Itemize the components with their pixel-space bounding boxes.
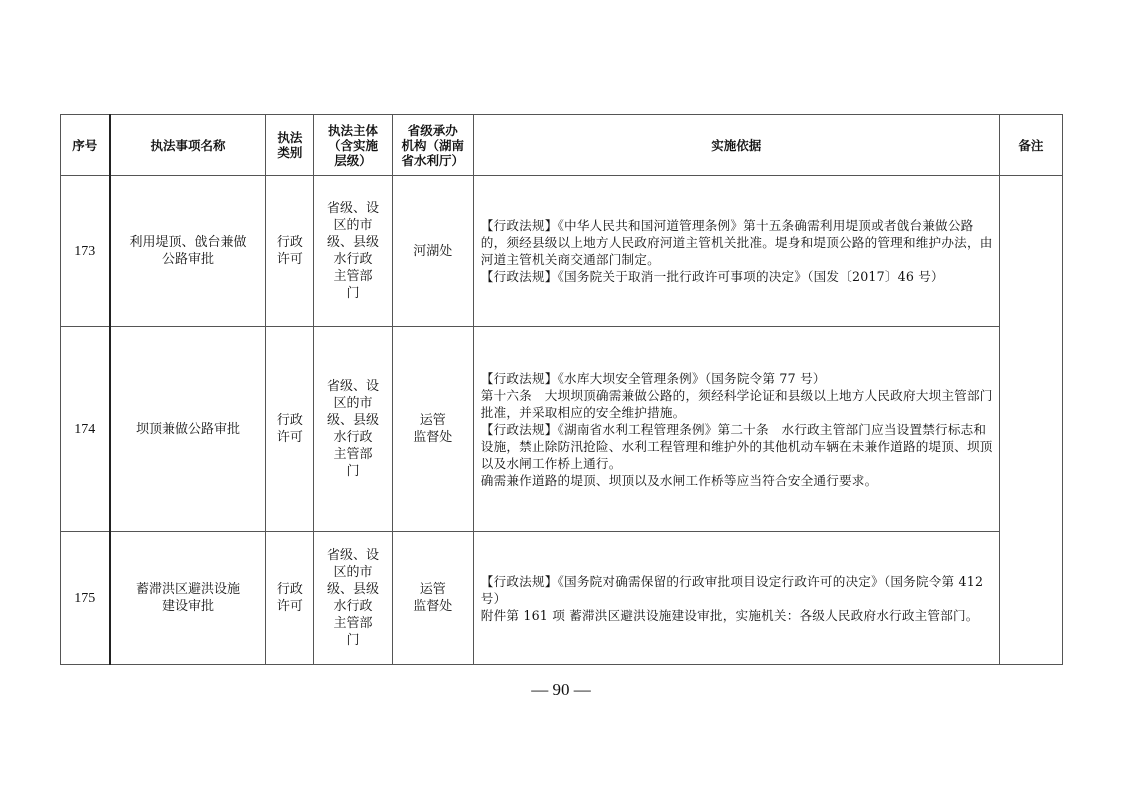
row-seq: 175 xyxy=(61,532,110,665)
row-dept: 运管 监督处 xyxy=(392,532,473,665)
row-dept: 河湖处 xyxy=(392,176,473,327)
header-item-name: 执法事项名称 xyxy=(110,115,266,176)
basis-line: 确需兼作道路的堤顶、坝顶以及水闸工作桥等应当符合安全通行要求。 xyxy=(480,472,878,488)
row-subject: 省级、设 区的市 级、县级 水行政 主管部 门 xyxy=(314,327,392,532)
row-dept: 运管 监督处 xyxy=(392,327,473,532)
row-category: 行政 许可 xyxy=(266,532,314,665)
table-header-row xyxy=(61,115,1063,176)
table-row xyxy=(61,532,1063,665)
row-subject: 省级、设 区的市 级、县级 水行政 主管部 门 xyxy=(314,176,392,327)
table-row xyxy=(61,327,1063,532)
header-seq: 序号 xyxy=(61,115,110,176)
page-number: — 90 — xyxy=(531,680,591,699)
row-item-name: 利用堤顶、戗台兼做 公路审批 xyxy=(110,176,266,327)
header-dept: 省级承办 机构（湖南 省水利厅） xyxy=(392,115,473,176)
enforcement-items-table xyxy=(60,114,1063,665)
header-category: 执法 类别 xyxy=(266,115,314,176)
row-basis xyxy=(473,176,999,327)
row-item-name: 蓄滞洪区避洪设施 建设审批 xyxy=(110,532,266,665)
basis-line: 【行政法规】《国务院对确需保留的行政审批项目设定行政许可的决定》（国务院令第 412 号） xyxy=(480,573,988,606)
basis-line: 【行政法规】《水库大坝安全管理条例》（国务院令第 77 号） xyxy=(480,370,826,386)
row-item-name: 坝顶兼做公路审批 xyxy=(110,327,266,532)
row-basis xyxy=(473,532,999,665)
basis-line: 【行政法规】《中华人民共和国河道管理条例》第十五条确需利用堤顶或者戗台兼做公路的，须经县级以上地方人民政府河道主管机关批准。堤身和堤顶公路的管理和维护办法，由河道主管机关商交通部门制定。 xyxy=(480,218,993,267)
basis-line: 第十六条 大坝坝顶确需兼做公路的，须经科学论证和县级以上地方人民政府大坝主管部门批准，并采取相应的安全维护措施。 xyxy=(480,387,993,420)
remark-cell xyxy=(999,176,1062,665)
row-basis xyxy=(473,327,999,532)
row-seq: 174 xyxy=(61,327,110,532)
basis-line: 【行政法规】《湖南省水利工程管理条例》第二十条 水行政主管部门应当设置禁行标志和设施，禁止除防汛抢险、水利工程管理和维护外的其他机动车辆在未兼作道路的堤顶、坝顶以及水闸工作桥上通行。 xyxy=(480,421,993,471)
row-category: 行政 许可 xyxy=(266,327,314,532)
row-seq: 173 xyxy=(61,176,110,327)
row-category: 行政 许可 xyxy=(266,176,314,327)
header-subject: 执法主体 （含实施 层级） xyxy=(314,115,392,176)
basis-line: 【行政法规】《国务院关于取消一批行政许可事项的决定》（国发〔2017〕46 号） xyxy=(480,269,944,284)
table-row xyxy=(61,176,1063,327)
header-remark: 备注 xyxy=(999,115,1062,176)
basis-line: 附件第 161 项 蓄滞洪区避洪设施建设审批，实施机关：各级人民政府水行政主管部门。 xyxy=(480,607,979,623)
header-basis: 实施依据 xyxy=(473,115,999,176)
row-subject: 省级、设 区的市 级、县级 水行政 主管部 门 xyxy=(314,532,392,665)
